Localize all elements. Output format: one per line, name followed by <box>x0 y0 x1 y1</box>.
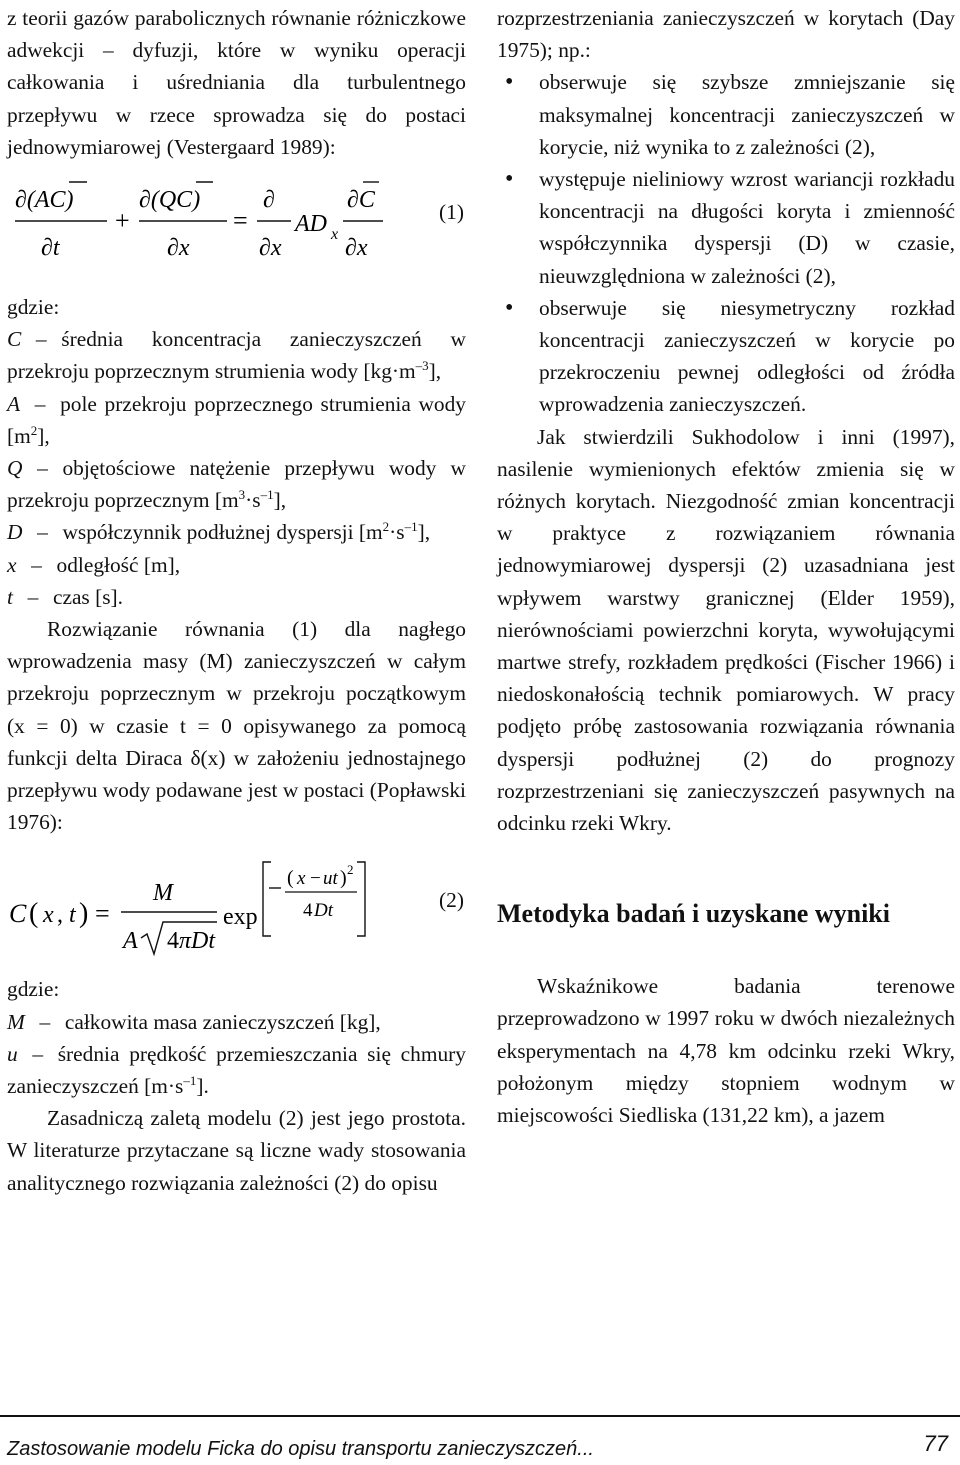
definition-symbol: x <box>7 552 17 577</box>
svg-text:4: 4 <box>303 900 313 922</box>
svg-text:∂x: ∂x <box>259 235 282 262</box>
svg-text:x: x <box>297 868 306 890</box>
definition-symbol: A <box>7 391 21 416</box>
svg-text:∂t: ∂t <box>41 235 60 262</box>
svg-text:∂x: ∂x <box>167 235 190 262</box>
equation-1-number: (1) <box>439 200 464 225</box>
equation-2 <box>7 838 466 973</box>
definition-tail: ], <box>273 488 287 513</box>
definitions-2 <box>7 1006 466 1103</box>
equation-2-number: (2) <box>439 888 464 913</box>
definition-text: średnia koncentracja zanieczyszczeń w przekroju poprzecznym strumienia wody [kg·m <box>7 327 466 384</box>
footer-rule <box>0 1415 960 1417</box>
definition-item <box>7 516 466 548</box>
definition-item <box>7 452 466 516</box>
definition-exponent: –3 <box>415 358 429 374</box>
list-item: • obserwuje się niesymetryczny rozkład koncentracji zanieczyszczeń w korycie po przekroczeniu pewnej odległości od źródła wprowadzenia zanieczyszczeń. <box>497 292 955 421</box>
section-gap <box>497 839 955 897</box>
svg-text:(: ( <box>287 867 294 890</box>
svg-text:∂: ∂ <box>263 187 275 214</box>
list-item: • występuje nieliniowy wzrost wariancji rozkładu koncentracji na długości koryta i zmienność współczynnika dyspersji (D) w czasie, nieuwzględniona w zależności (2), <box>497 163 955 292</box>
page-number: 77 <box>923 1431 948 1456</box>
svg-text:): ) <box>340 867 347 890</box>
definition-unit: ·s <box>245 488 261 513</box>
methods-paragraph: Wskaźnikowe badania terenowe przeprowadzono w 1997 roku w dwóch niezależnych eksperymentach na 4,78 km odcinku rzeki Wkry, położonym między stopniem wodnym w miejscowości Siedliska (131,22 km), a jazem <box>497 974 955 1128</box>
effects-list <box>497 66 955 420</box>
definition-tail: ]. <box>196 1074 209 1099</box>
right-column <box>497 2 955 1131</box>
svg-text:x: x <box>331 226 339 244</box>
definition-dash: – <box>31 552 42 577</box>
svg-text:4: 4 <box>167 928 179 955</box>
equation-2-formula <box>7 838 447 973</box>
svg-text:∂(AC): ∂(AC) <box>15 187 74 214</box>
svg-text:+: + <box>115 206 130 236</box>
section-heading: Metodyka badań i uzyskane wyniki <box>497 899 890 929</box>
definition-dash: – <box>32 1041 44 1066</box>
definition-text: objętościowe natężenie przepływu wody w przekroju poprzecznym [m <box>7 456 466 513</box>
definition-text: odległość [m], <box>56 552 181 577</box>
svg-text:Dt: Dt <box>314 900 333 922</box>
definition-symbol: Q <box>7 456 23 481</box>
definition-dash: – <box>37 456 48 481</box>
svg-text:x: x <box>43 902 54 929</box>
definition-text: współczynnik podłużnej dyspersji [m <box>62 520 383 545</box>
where-label-2: gdzie: <box>7 977 60 1002</box>
svg-text:AD: AD <box>295 211 327 238</box>
definition-text: średnia prędkość przemieszczania się chmury zanieczyszczeń [m·s <box>7 1041 466 1099</box>
definition-unit: ·s <box>389 520 405 545</box>
definition-tail: ], <box>428 359 442 384</box>
definition-exponent: –1 <box>404 519 418 535</box>
left-column <box>7 2 466 1199</box>
definition-exponent: 2 <box>30 422 38 438</box>
advantage-paragraph: Zasadniczą zaletą modelu (2) jest jego prostota. W literaturze przytaczane są liczne wady stosowania analitycznego rozwiązania zależności (2) do opisu <box>7 1106 466 1195</box>
intro-paragraph: z teorii gazów parabolicznych równanie różniczkowe adwekcji – dyfuzji, które w wyniku operacji całkowania i uśredniania dla turbulentnego przepływu w rzece sprowadza się do postaci jednowymiarowej (Vestergaard 1989): <box>7 6 466 159</box>
definition-text: całkowita masa zanieczyszczeń [kg], <box>64 1009 381 1034</box>
definition-symbol: M <box>7 1009 25 1034</box>
definition-tail: ], <box>417 520 431 545</box>
svg-text:,: , <box>57 902 63 929</box>
svg-text:exp: exp <box>223 904 258 931</box>
svg-text:−: − <box>310 868 321 890</box>
svg-text:=: = <box>95 899 110 929</box>
svg-text:): ) <box>79 898 89 930</box>
svg-text:πDt: πDt <box>179 928 216 955</box>
sukhodolow-paragraph: Jak stwierdzili Sukhodolow i inni (1997), nasilenie wymienionych efektów zmienia się w różnych korytach. Niezgodność zmian koncentracji w praktyce z rozwiązaniem równania jednowymiarowej dyspersji (2) uzasadniana jest wpływem warstwy granicznej (Elder 1959), nierównościami powierzchni koryta, wywołującymi martwe strefy, rozkładem prędkości (Fischer 1966) i niedoskonałością technik pomiarowych. W pracy podjęto próbę zastosowania rozwiązania równania dyspersji podłużnej (2) do prognozy rozprzestrzeniani się zanieczyszczeń pasywnych na odcinku rzeki Wkry. <box>497 424 955 836</box>
definition-text: czas [s]. <box>52 584 124 609</box>
svg-text:(: ( <box>29 898 39 930</box>
svg-text:2: 2 <box>347 862 354 878</box>
svg-text:C: C <box>9 899 27 929</box>
definition-item <box>7 1038 466 1102</box>
definition-symbol: C <box>7 327 22 352</box>
definition-exponent: 3 <box>238 487 246 503</box>
definitions-1 <box>7 323 466 613</box>
heading-gap <box>497 930 955 970</box>
solution-paragraph: Rozwiązanie równania (1) dla nagłego wprowadzenia masy (M) zanieczyszczeń w całym przekroju poprzecznym w przekroju początkowym (x = 0) w czasie t = 0 opisywanego za pomocą funkcji delta Diraca δ(x) w założeniu jednostajnego przepływu wody podawane jest w postaci (Popławski 1976): <box>7 617 466 835</box>
definition-exponent: –1 <box>183 1072 197 1088</box>
svg-text:∂x: ∂x <box>345 235 368 262</box>
definition-symbol: t <box>7 584 13 609</box>
svg-text:=: = <box>233 206 248 236</box>
definition-exponent: 2 <box>382 519 390 535</box>
equation-1-formula <box>7 163 447 283</box>
definition-dash: – <box>27 584 39 609</box>
continuation-paragraph: rozprzestrzeniania zanieczyszczeń w korytach (Day 1975); np.: <box>497 6 955 63</box>
definition-symbol: u <box>7 1041 18 1066</box>
definition-dash: – <box>34 391 46 416</box>
definition-symbol: D <box>7 520 23 545</box>
definition-dash: – <box>37 520 48 545</box>
definition-item <box>7 323 466 387</box>
svg-text:ut: ut <box>323 868 338 890</box>
equation-1 <box>7 163 466 291</box>
list-item: • obserwuje się szybsze zmniejszanie się maksymalnej koncentracji zanieczyszczeń w korycie, niż wynika to z zależności (2), <box>497 66 955 163</box>
svg-text:M: M <box>153 880 173 907</box>
definition-item <box>7 1006 466 1038</box>
definition-item <box>7 581 466 613</box>
definition-dash: – <box>35 327 47 352</box>
svg-text:A: A <box>123 928 138 955</box>
definition-tail: ], <box>37 423 50 448</box>
definition-item <box>7 388 466 452</box>
definition-item <box>7 549 466 581</box>
svg-text:∂C: ∂C <box>347 187 375 214</box>
where-label-1: gdzie: <box>7 295 60 320</box>
svg-text:∂(QC): ∂(QC) <box>139 187 201 214</box>
definition-text: pole przekroju poprzecznego strumienia wody [m <box>7 391 466 448</box>
definition-exponent: –1 <box>260 487 274 503</box>
running-title: Zastosowanie modelu Ficka do opisu transportu zanieczyszczeń... <box>7 1438 594 1460</box>
svg-text:t: t <box>69 902 76 929</box>
definition-dash: – <box>39 1009 51 1034</box>
